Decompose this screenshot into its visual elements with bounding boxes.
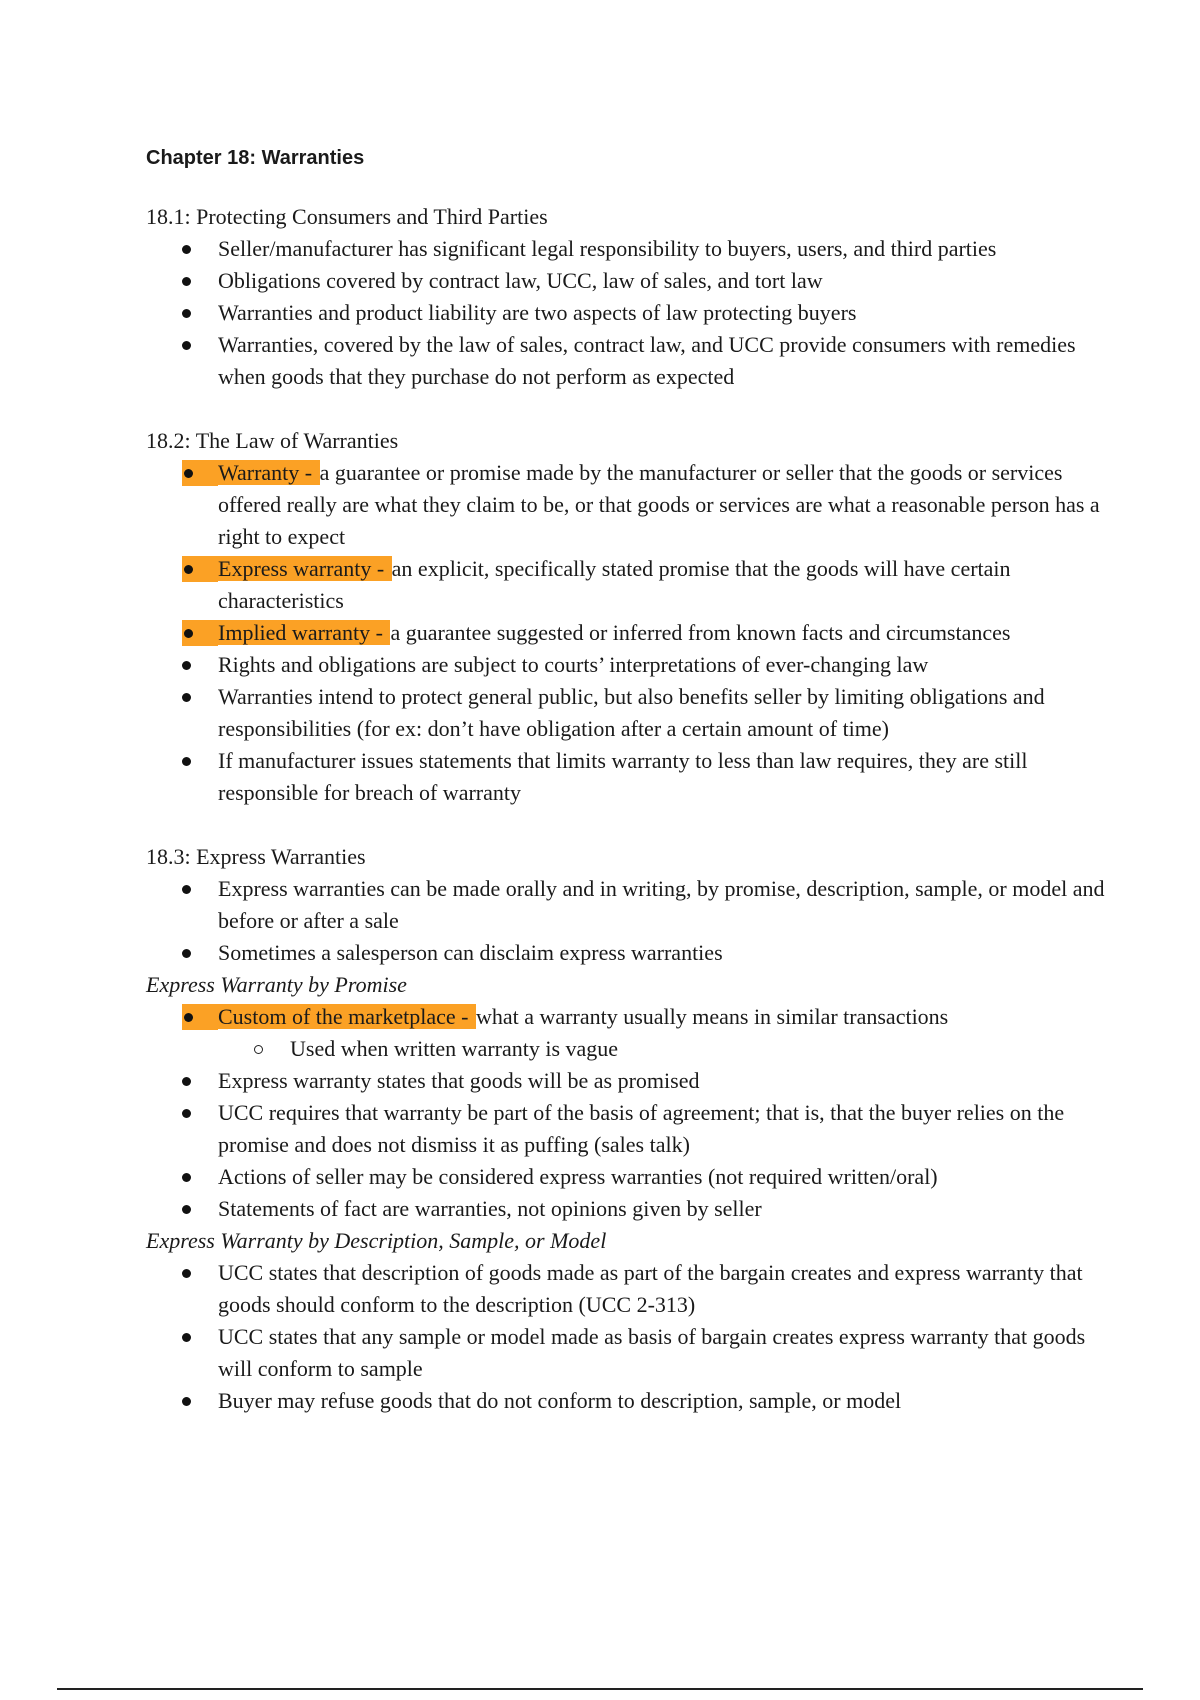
list-item-text: Warranties, covered by the law of sales, contract law, and UCC provide consumers with remedies when goods that they purchase do not perform as expected xyxy=(218,332,1076,389)
sub-list-item xyxy=(146,1033,1106,1065)
list-item-text: UCC states that description of goods made as part of the bargain creates and express warranty that goods should conform to the description (UCC 2-313) xyxy=(218,1260,1083,1317)
list-item-text: Actions of seller may be considered express warranties (not required written/oral) xyxy=(218,1164,938,1189)
bullet-icon xyxy=(182,620,218,646)
definition-text: a guarantee suggested or inferred from known facts and circumstances xyxy=(390,620,1011,645)
bullet-list xyxy=(146,1001,1106,1033)
list-item xyxy=(146,1193,1106,1225)
bullet-list xyxy=(146,873,1106,969)
bullet-list xyxy=(146,457,1106,809)
sub-list-item-text: Used when written warranty is vague xyxy=(290,1036,619,1061)
list-item xyxy=(146,1161,1106,1193)
list-item xyxy=(146,745,1106,809)
subheading: Express Warranty by Promise xyxy=(146,972,407,997)
definition-text: a guarantee or promise made by the manufacturer or seller that the goods or services offered really are what they claim to be, or that goods or services are what a reasonable person has a right to expect xyxy=(218,460,1100,549)
bullet-icon xyxy=(182,460,218,486)
list-item-text: Warranties and product liability are two aspects of law protecting buyers xyxy=(218,300,857,325)
definition-item xyxy=(146,617,1106,649)
list-item-text: Buyer may refuse goods that do not conform to description, sample, or model xyxy=(218,1388,902,1413)
definition-item xyxy=(146,553,1106,617)
hollow-bullet-icon xyxy=(254,1045,263,1054)
bullet-icon xyxy=(182,556,218,582)
list-item xyxy=(146,649,1106,681)
list-item xyxy=(146,265,1106,297)
list-item xyxy=(146,1321,1106,1385)
section-18-2 xyxy=(146,425,1106,809)
highlighted-term: Express warranty - xyxy=(218,556,390,581)
section-18-3 xyxy=(146,841,1106,1417)
definition-text: an explicit, specifically stated promise that the goods will have certain characteristics xyxy=(218,556,1011,613)
section-heading: 18.1: Protecting Consumers and Third Parties xyxy=(146,204,548,229)
list-item-text: Express warranty states that goods will be as promised xyxy=(218,1068,700,1093)
section-heading: 18.2: The Law of Warranties xyxy=(146,428,399,453)
list-item xyxy=(146,1385,1106,1417)
definition-item xyxy=(146,457,1106,553)
list-item-text: Statements of fact are warranties, not opinions given by seller xyxy=(218,1196,762,1221)
list-item xyxy=(146,1065,1106,1097)
bullet-list xyxy=(146,1065,1106,1225)
list-item xyxy=(146,233,1106,265)
list-item xyxy=(146,297,1106,329)
sub-bullet-list xyxy=(146,1033,1106,1065)
highlighted-term: Custom of the marketplace - xyxy=(218,1004,474,1029)
list-item-text: Express warranties can be made orally and in writing, by promise, description, sample, or model and before or after a sale xyxy=(218,876,1105,933)
list-item-text: Warranties intend to protect general public, but also benefits seller by limiting obligations and responsibilities (for ex: don’t have obligation after a certain amount of time) xyxy=(218,684,1045,741)
chapter-title: Chapter 18: Warranties xyxy=(146,147,365,169)
bullet-icon xyxy=(182,1004,218,1030)
list-item xyxy=(146,1097,1106,1161)
highlighted-term: Implied warranty - xyxy=(218,620,389,645)
highlighted-term: Warranty - xyxy=(218,460,318,485)
list-item-text: UCC states that any sample or model made as basis of bargain creates express warranty that goods will conform to sample xyxy=(218,1324,1086,1381)
list-item-text: UCC requires that warranty be part of the basis of agreement; that is, that the buyer relies on the promise and does not dismiss it as puffing (sales talk) xyxy=(218,1100,1065,1157)
section-18-1 xyxy=(146,201,1106,393)
bullet-list xyxy=(146,1257,1106,1417)
subheading: Express Warranty by Description, Sample, or Model xyxy=(146,1228,607,1253)
list-item-text: Rights and obligations are subject to courts’ interpretations of ever-changing law xyxy=(218,652,929,677)
definition-item xyxy=(146,1001,1106,1033)
list-item xyxy=(146,1257,1106,1321)
bullet-list xyxy=(146,233,1106,393)
list-item xyxy=(146,873,1106,937)
list-item xyxy=(146,681,1106,745)
definition-text: what a warranty usually means in similar transactions xyxy=(475,1004,949,1029)
list-item xyxy=(146,329,1106,393)
list-item-text: Sometimes a salesperson can disclaim express warranties xyxy=(218,940,723,965)
list-item-text: Seller/manufacturer has significant legal responsibility to buyers, users, and third parties xyxy=(218,236,997,261)
list-item-text: Obligations covered by contract law, UCC, law of sales, and tort law xyxy=(218,268,823,293)
document-page xyxy=(146,143,1106,1449)
bottom-divider xyxy=(57,1688,1143,1690)
list-item-text: If manufacturer issues statements that limits warranty to less than law requires, they are still responsible for breach of warranty xyxy=(218,748,1028,805)
list-item xyxy=(146,937,1106,969)
section-heading: 18.3: Express Warranties xyxy=(146,844,366,869)
